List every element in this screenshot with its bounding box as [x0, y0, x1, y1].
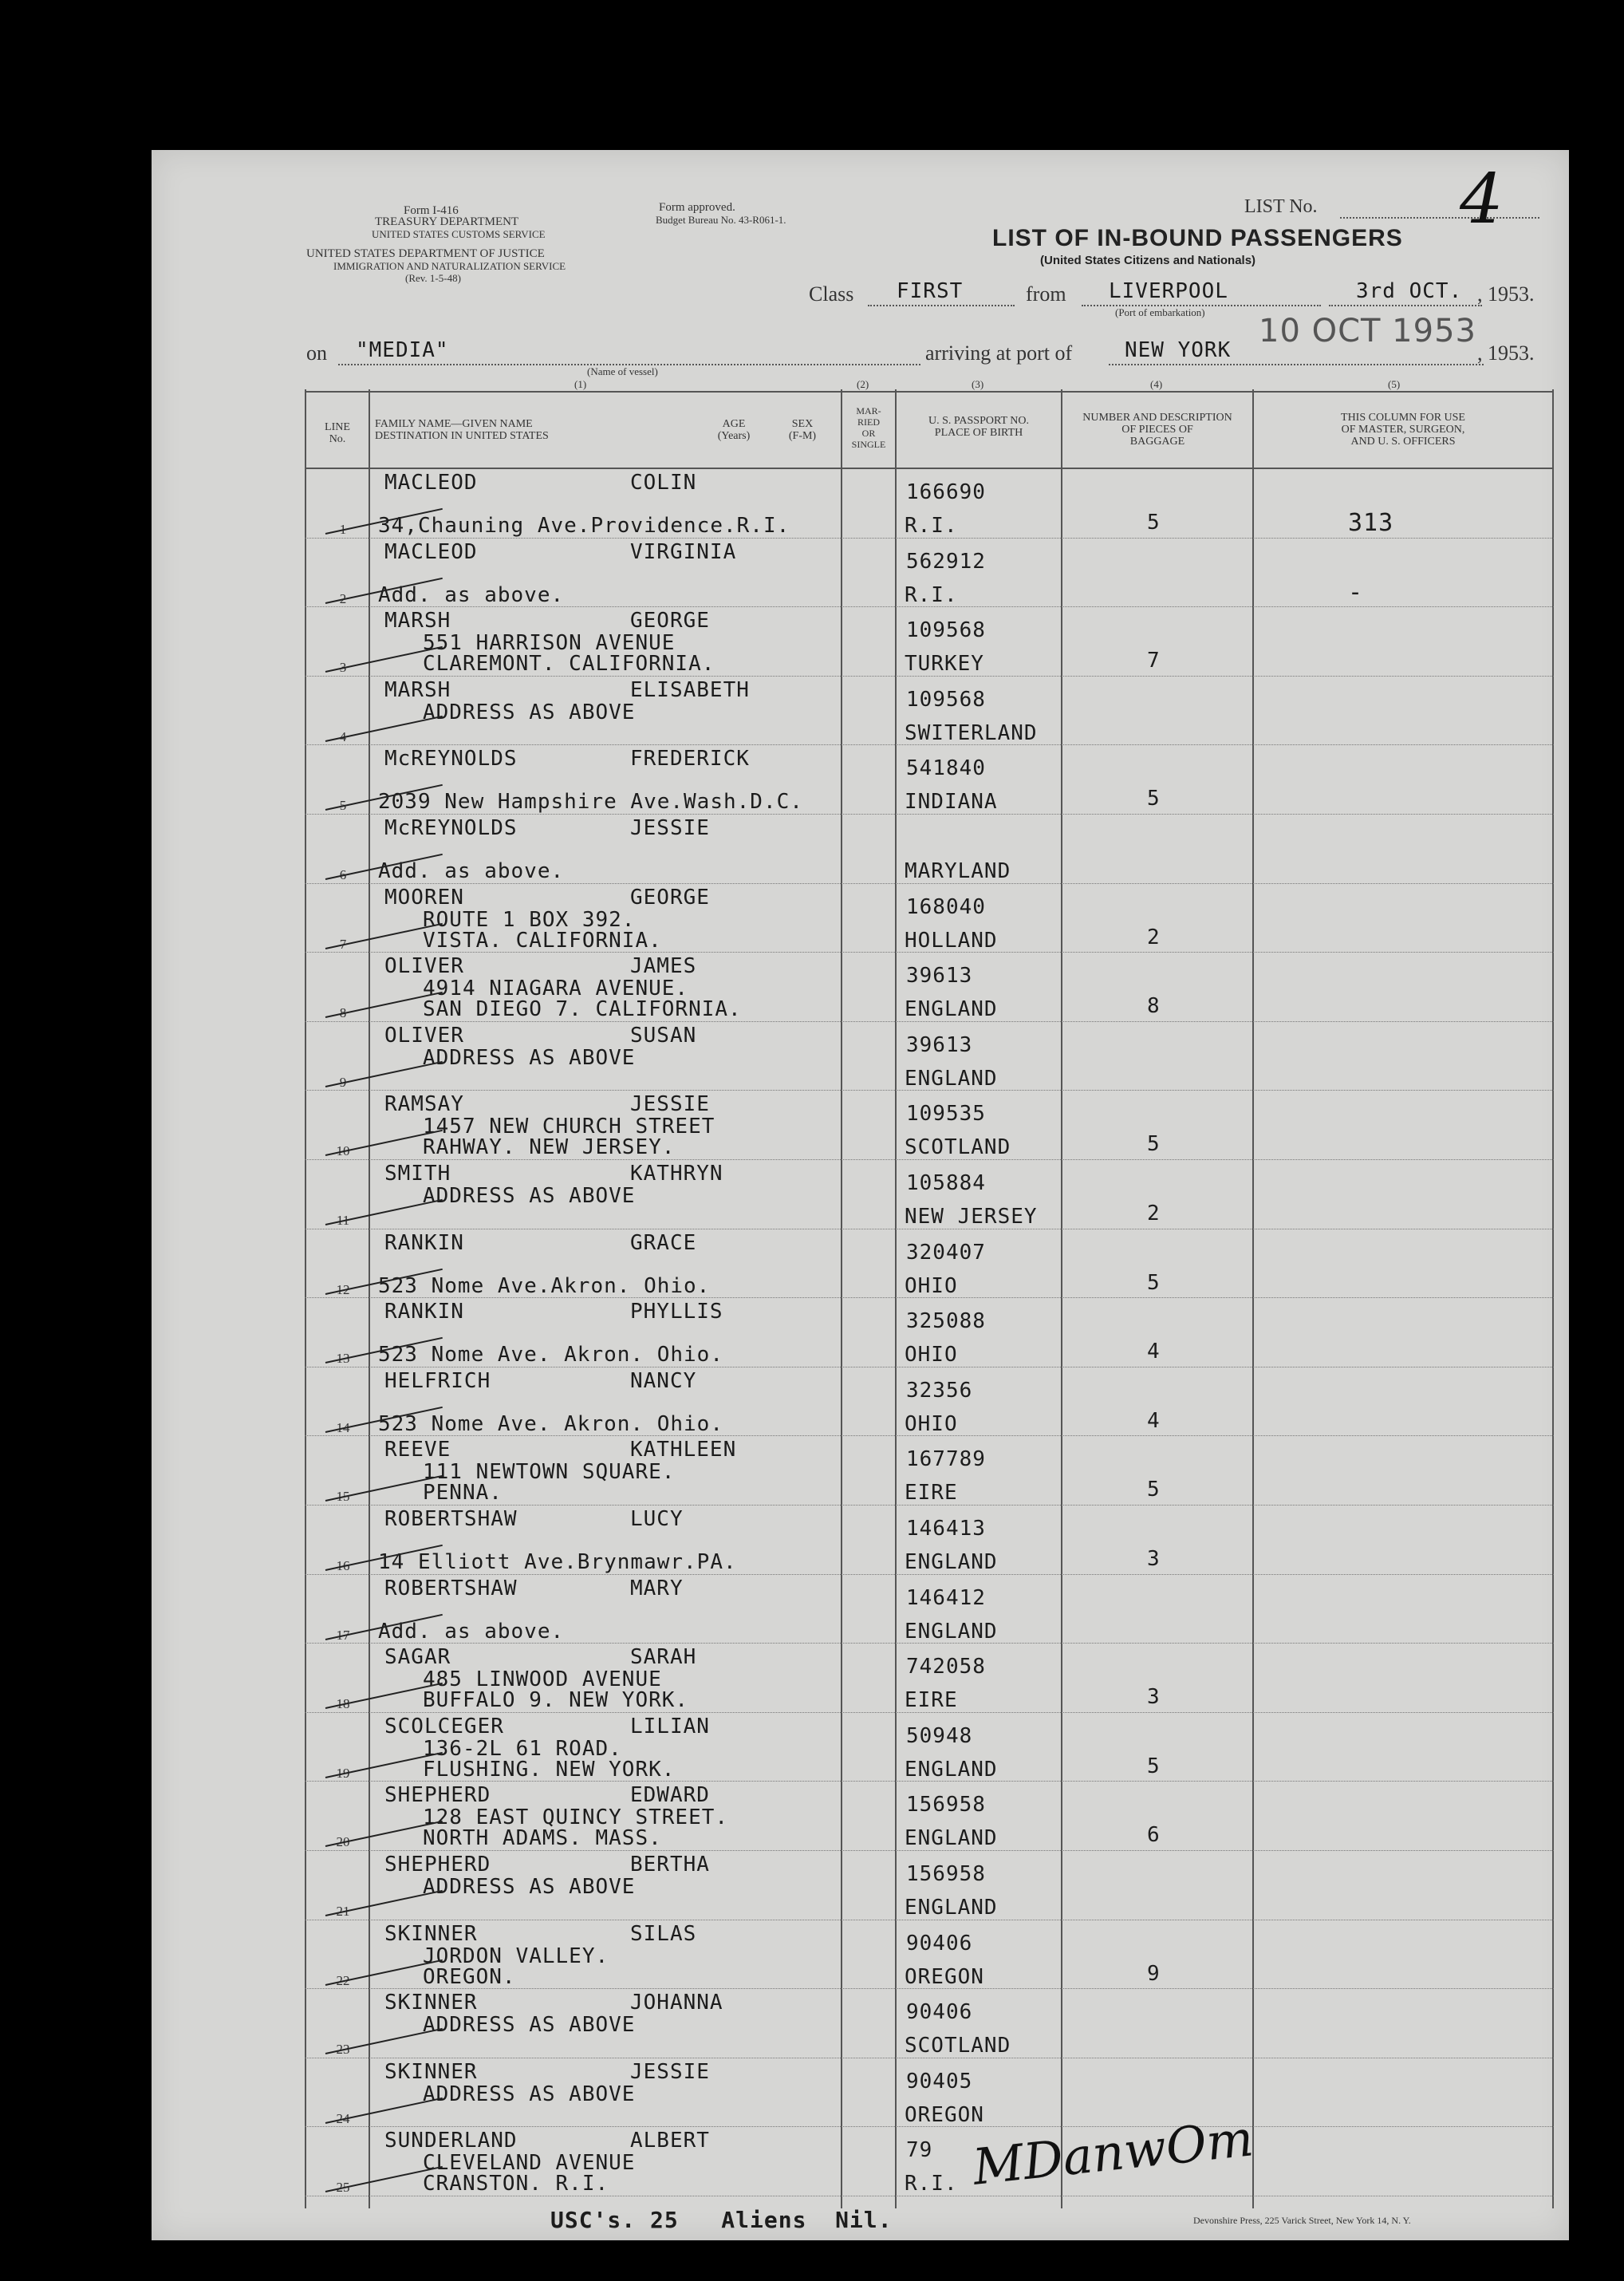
family-name: SKINNER — [384, 2059, 478, 2084]
place-of-birth: ENGLAND — [905, 1757, 998, 1782]
col-rule-baggage — [1061, 389, 1062, 2208]
family-name: SHEPHERD — [384, 1853, 491, 1876]
line-number: 25 — [336, 2180, 350, 2196]
address-line-1: 1457 NEW CHURCH STREET — [423, 1115, 715, 1139]
family-name: ROBERTSHAW — [384, 1576, 518, 1600]
passport-number: 32356 — [906, 1378, 973, 1403]
given-name: MARY — [630, 1576, 684, 1600]
line-number: 3 — [339, 660, 347, 676]
family-name: SKINNER — [384, 1921, 478, 1946]
baggage-count: 2 — [1147, 925, 1161, 949]
passport-number: 79 — [906, 2138, 933, 2163]
header-name: FAMILY NAME—GIVEN NAME DESTINATION IN UNITED STATES — [375, 418, 549, 442]
table-left-rule — [305, 389, 306, 2208]
place-of-birth: OHIO — [905, 1273, 958, 1298]
place-of-birth: OREGON — [905, 1964, 984, 1989]
line-number: 15 — [336, 1489, 350, 1505]
place-of-birth: ENGLAND — [905, 1826, 998, 1851]
treasury-dept: TREASURY DEPARTMENT — [375, 215, 519, 228]
given-name: VIRGINIA — [630, 539, 737, 564]
header-age: AGE (Years) — [717, 418, 751, 442]
table-header-rule — [305, 468, 1554, 469]
list-no-line — [1340, 217, 1539, 219]
family-name: McREYNOLDS — [384, 747, 518, 772]
date-value: 3rd OCT. — [1356, 279, 1463, 303]
address-line-2: OREGON. — [423, 1964, 516, 1989]
col-rule-married — [841, 389, 842, 2208]
family-name: OLIVER — [384, 954, 464, 979]
given-name: NANCY — [630, 1368, 697, 1393]
officer-note: - — [1348, 578, 1364, 606]
header-baggage: NUMBER AND DESCRIPTION OF PIECES OF BAGGAGE — [1082, 412, 1232, 448]
row-separator — [305, 744, 1554, 745]
family-name: RANKIN — [384, 1230, 464, 1255]
address-line-2: 523 Nome Ave. Akron. Ohio. — [378, 1411, 723, 1436]
family-name: SKINNER — [384, 1991, 478, 2015]
family-name: REEVE — [384, 1438, 451, 1462]
table-top-rule — [305, 391, 1554, 393]
on-label: on — [306, 341, 327, 365]
col-number-4: (4) — [1150, 378, 1163, 390]
passport-number: 105884 — [906, 1171, 986, 1195]
place-of-birth: SWITERLAND — [905, 720, 1038, 745]
document-title: LIST OF IN-BOUND PASSENGERS — [992, 225, 1403, 251]
given-name: SILAS — [630, 1921, 697, 1946]
header-sex: SEX (F-M) — [788, 418, 817, 442]
address-line-1: ADDRESS AS ABOVE — [423, 1184, 636, 1208]
row-separator — [305, 883, 1554, 884]
given-name: JESSIE — [630, 2059, 710, 2084]
line-number: 8 — [339, 1005, 347, 1021]
passport-number: 325088 — [906, 1309, 986, 1334]
line-number: 17 — [336, 1627, 350, 1643]
line-number: 7 — [339, 936, 347, 952]
address-line-2: BUFFALO 9. NEW YORK. — [423, 1688, 689, 1713]
place-of-birth: EIRE — [905, 1481, 958, 1506]
address-line-2: VISTA. CALIFORNIA. — [423, 928, 662, 953]
line-number: 11 — [336, 1213, 350, 1228]
address-line-1: 136-2L 61 ROAD. — [423, 1736, 622, 1761]
row-separator — [305, 676, 1554, 677]
place-of-birth: OREGON — [905, 2102, 984, 2127]
given-name: KATHRYN — [630, 1162, 723, 1186]
row-separator — [305, 1505, 1554, 1506]
baggage-count: 6 — [1147, 1823, 1161, 1848]
given-name: BERTHA — [630, 1853, 710, 1876]
manifest-sheet — [152, 150, 1569, 2240]
baggage-count: 5 — [1147, 1478, 1161, 1502]
place-of-birth: ENGLAND — [905, 997, 998, 1022]
line-number: 14 — [336, 1419, 350, 1435]
address-line-1: 4914 NIAGARA AVENUE. — [423, 977, 689, 1001]
line-number: 4 — [339, 728, 347, 744]
vessel-note: (Name of vessel) — [587, 365, 658, 377]
line-number: 2 — [339, 590, 347, 606]
address-line-1: 485 LINWOOD AVENUE — [423, 1667, 662, 1692]
class-line — [868, 305, 1015, 306]
family-name: SUNDERLAND — [384, 2129, 518, 2153]
given-name: GRACE — [630, 1230, 697, 1255]
given-name: GEORGE — [630, 885, 710, 910]
address-line-2: 523 Nome Ave. Akron. Ohio. — [378, 1343, 723, 1367]
passport-number: 109568 — [906, 618, 986, 643]
baggage-count: 5 — [1147, 1270, 1161, 1295]
row-separator — [305, 1988, 1554, 1989]
place-of-birth: HOLLAND — [905, 928, 998, 953]
place-of-birth: SCOTLAND — [905, 1135, 1011, 1160]
given-name: LUCY — [630, 1507, 684, 1531]
family-name: HELFRICH — [384, 1368, 491, 1393]
line-number: 24 — [336, 2110, 350, 2126]
address-line-1: ADDRESS AS ABOVE — [423, 1045, 636, 1070]
row-separator — [305, 1712, 1554, 1713]
port-line — [1109, 364, 1484, 365]
place-of-birth: EIRE — [905, 1688, 958, 1713]
line-number: 16 — [336, 1558, 350, 1573]
line-number: 9 — [339, 1074, 347, 1090]
passport-number: 146413 — [906, 1517, 986, 1541]
col-rule-officers — [1252, 389, 1254, 2208]
family-name: SHEPHERD — [384, 1783, 491, 1808]
place-of-birth: R.I. — [905, 2172, 958, 2196]
given-name: JESSIE — [630, 816, 710, 840]
line-number: 10 — [336, 1143, 350, 1159]
row-separator — [305, 952, 1554, 953]
class-label: Class — [809, 282, 854, 306]
place-of-birth: OHIO — [905, 1343, 958, 1367]
address-line-2: 2039 New Hampshire Ave.Wash.D.C. — [378, 790, 803, 815]
line-number: 18 — [336, 1696, 350, 1712]
year-1: , 1953. — [1477, 282, 1535, 306]
given-name: ALBERT — [630, 2129, 710, 2153]
line-number: 22 — [336, 1972, 350, 1988]
given-name: ELISABETH — [630, 677, 750, 702]
baggage-count: 7 — [1147, 649, 1161, 673]
arrival-date-stamp: 10 OCT 1953 — [1259, 313, 1476, 349]
address-line-2: Add. as above. — [378, 582, 565, 607]
address-line-2: CRANSTON. R.I. — [423, 2172, 609, 2196]
family-name: RANKIN — [384, 1300, 464, 1324]
printer-imprint: Devonshire Press, 225 Varick Street, New York 14, N. Y. — [1193, 2215, 1411, 2226]
col-rule-passport — [895, 389, 897, 2208]
vessel-name: "MEDIA" — [356, 338, 449, 362]
passport-number: 90405 — [906, 2069, 973, 2094]
family-name: MOOREN — [384, 885, 464, 910]
family-name: OLIVER — [384, 1023, 464, 1048]
row-separator — [305, 538, 1554, 539]
list-no-label: LIST No. — [1244, 196, 1318, 217]
col-number-1: (1) — [574, 378, 587, 390]
baggage-count: 5 — [1147, 511, 1161, 535]
passport-number: 167789 — [906, 1447, 986, 1472]
row-separator — [305, 606, 1554, 607]
baggage-count: 8 — [1147, 994, 1161, 1019]
line-number: 20 — [336, 1834, 350, 1850]
family-name: SMITH — [384, 1162, 451, 1186]
col-number-5: (5) — [1388, 378, 1401, 390]
address-line-2: FLUSHING. NEW YORK. — [423, 1757, 676, 1782]
arriving-label: arriving at port of — [925, 341, 1073, 365]
address-line-2: CLAREMONT. CALIFORNIA. — [423, 652, 715, 677]
given-name: KATHLEEN — [630, 1438, 737, 1462]
address-line-1: ADDRESS AS ABOVE — [423, 2013, 636, 2038]
passport-number: 109568 — [906, 687, 986, 712]
family-name: McREYNOLDS — [384, 816, 518, 840]
passport-number: 39613 — [906, 964, 973, 989]
place-of-birth: NEW JERSEY — [905, 1205, 1038, 1229]
place-of-birth: R.I. — [905, 514, 958, 538]
passport-number: 156958 — [906, 1793, 986, 1817]
header-officers: THIS COLUMN FOR USE OF MASTER, SURGEON, AND U. S. OFFICERS — [1341, 412, 1465, 448]
given-name: GEORGE — [630, 609, 710, 633]
passport-number: 109535 — [906, 1102, 986, 1127]
address-line-2: RAHWAY. NEW JERSEY. — [423, 1135, 676, 1160]
given-name: LILIAN — [630, 1714, 710, 1738]
address-line-1: 128 EAST QUINCY STREET. — [423, 1805, 729, 1830]
family-name: MACLEOD — [384, 471, 478, 495]
passport-number: 90406 — [906, 2000, 973, 2025]
address-line-1: JORDON VALLEY. — [423, 1944, 609, 1968]
summary-line: USC's. 25 Aliens Nil. — [550, 2207, 893, 2233]
family-name: RAMSAY — [384, 1092, 464, 1117]
baggage-count: 5 — [1147, 787, 1161, 811]
place-of-birth: ENGLAND — [905, 1550, 998, 1574]
row-separator — [305, 1574, 1554, 1575]
row-separator — [305, 1159, 1554, 1160]
line-number: 6 — [339, 867, 347, 882]
family-name: SCOLCEGER — [384, 1714, 504, 1738]
line-number: 13 — [336, 1351, 350, 1367]
given-name: COLIN — [630, 471, 697, 495]
row-separator — [305, 1850, 1554, 1851]
document-subtitle: (United States Citizens and Nationals) — [1040, 254, 1256, 267]
address-line-2: Add. as above. — [378, 1619, 565, 1644]
baggage-count: 2 — [1147, 1202, 1161, 1225]
given-name: PHYLLIS — [630, 1300, 723, 1324]
row-separator — [305, 814, 1554, 815]
table-right-rule — [1552, 389, 1554, 2208]
from-label: from — [1026, 282, 1066, 306]
place-of-birth: R.I. — [905, 582, 958, 607]
given-name: JOHANNA — [630, 1991, 723, 2015]
address-line-1: 551 HARRISON AVENUE — [423, 631, 676, 656]
address-line-2: SAN DIEGO 7. CALIFORNIA. — [423, 997, 742, 1022]
place-of-birth: SCOTLAND — [905, 2034, 1011, 2058]
address-line-1: 111 NEWTOWN SQUARE. — [423, 1460, 676, 1485]
family-name: SAGAR — [384, 1645, 451, 1670]
officer-signature: MDanwOm — [970, 2109, 1256, 2196]
address-line-1: CLEVELAND AVENUE — [423, 2151, 636, 2176]
address-line-1: ADDRESS AS ABOVE — [423, 700, 636, 724]
passport-number: 166690 — [906, 480, 986, 504]
address-line-2: PENNA. — [423, 1481, 503, 1506]
budget-bureau: Budget Bureau No. 43-R061-1. — [656, 214, 786, 226]
baggage-count: 4 — [1147, 1408, 1161, 1433]
port-embarkation-note: (Port of embarkation) — [1115, 306, 1205, 318]
passport-number: 90406 — [906, 1931, 973, 1955]
customs-service: UNITED STATES CUSTOMS SERVICE — [372, 228, 546, 240]
given-name: EDWARD — [630, 1783, 710, 1808]
line-number: 21 — [336, 1904, 350, 1919]
passport-number: 146412 — [906, 1585, 986, 1610]
address-line-1: ROUTE 1 BOX 392. — [423, 907, 636, 932]
address-line-1: ADDRESS AS ABOVE — [423, 1875, 636, 1899]
passport-number: 39613 — [906, 1032, 973, 1057]
passport-number: 562912 — [906, 549, 986, 574]
given-name: FREDERICK — [630, 747, 750, 772]
row-separator — [305, 1297, 1554, 1298]
line-number: 5 — [339, 798, 347, 814]
address-line-2: 34,Chauning Ave.Providence.R.I. — [378, 514, 790, 538]
address-line-2: 523 Nome Ave.Akron. Ohio. — [378, 1273, 711, 1298]
given-name: SUSAN — [630, 1023, 697, 1048]
row-separator — [305, 1021, 1554, 1022]
row-separator — [305, 1435, 1554, 1436]
line-number: 23 — [336, 2042, 350, 2058]
line-number: 19 — [336, 1765, 350, 1781]
form-approved: Form approved. — [659, 201, 735, 214]
baggage-count: 4 — [1147, 1340, 1161, 1364]
family-name: MARSH — [384, 677, 451, 702]
family-name: MARSH — [384, 609, 451, 633]
row-separator — [305, 1090, 1554, 1091]
date-line — [1329, 305, 1482, 306]
header-passport: U. S. PASSPORT NO. PLACE OF BIRTH — [928, 415, 1029, 439]
place-of-birth: OHIO — [905, 1411, 958, 1436]
passport-number: 320407 — [906, 1240, 986, 1265]
row-separator — [305, 2126, 1554, 2127]
officer-note: 313 — [1348, 509, 1394, 537]
given-name: JESSIE — [630, 1092, 710, 1117]
family-name: ROBERTSHAW — [384, 1507, 518, 1531]
from-value: LIVERPOOL — [1109, 279, 1228, 303]
given-name: SARAH — [630, 1645, 697, 1670]
col-number-2: (2) — [857, 378, 869, 390]
passport-number: 168040 — [906, 894, 986, 919]
baggage-count: 9 — [1147, 1961, 1161, 1986]
year-2: , 1953. — [1477, 341, 1535, 365]
passport-number: 156958 — [906, 1862, 986, 1886]
place-of-birth: ENGLAND — [905, 1066, 998, 1091]
address-line-2: NORTH ADAMS. MASS. — [423, 1826, 662, 1851]
address-line-1: ADDRESS AS ABOVE — [423, 2082, 636, 2106]
place-of-birth: MARYLAND — [905, 859, 1011, 883]
line-number: 12 — [336, 1281, 350, 1297]
baggage-count: 3 — [1147, 1685, 1161, 1710]
family-name: MACLEOD — [384, 539, 478, 564]
line-number: 1 — [339, 522, 347, 537]
address-line-2: Add. as above. — [378, 859, 565, 883]
place-of-birth: ENGLAND — [905, 1619, 998, 1644]
ins-service: IMMIGRATION AND NATURALIZATION SERVICE — [333, 260, 566, 272]
address-line-2: 14 Elliott Ave.Brynmawr.PA. — [378, 1550, 737, 1574]
baggage-count: 5 — [1147, 1754, 1161, 1778]
justice-dept: UNITED STATES DEPARTMENT OF JUSTICE — [306, 247, 545, 260]
form-number: Form I-416 — [404, 204, 459, 217]
place-of-birth: ENGLAND — [905, 1896, 998, 1920]
header-line-no: LINE No. — [325, 421, 350, 445]
passport-number: 541840 — [906, 756, 986, 781]
passport-number: 742058 — [906, 1655, 986, 1679]
header-married: MAR- RIED OR SINGLE — [851, 405, 886, 450]
col-number-3: (3) — [972, 378, 984, 390]
list-no-value: 4 — [1460, 160, 1504, 239]
baggage-count: 5 — [1147, 1132, 1161, 1157]
revision: (Rev. 1-5-48) — [405, 272, 461, 284]
row-separator — [305, 1781, 1554, 1782]
baggage-count: 3 — [1147, 1547, 1161, 1571]
port-value: NEW YORK — [1125, 338, 1232, 362]
passport-number: 50948 — [906, 1723, 973, 1748]
place-of-birth: INDIANA — [905, 790, 998, 815]
row-separator — [305, 1643, 1554, 1644]
place-of-birth: TURKEY — [905, 652, 984, 677]
given-name: JAMES — [630, 954, 697, 979]
class-value: FIRST — [897, 279, 964, 303]
